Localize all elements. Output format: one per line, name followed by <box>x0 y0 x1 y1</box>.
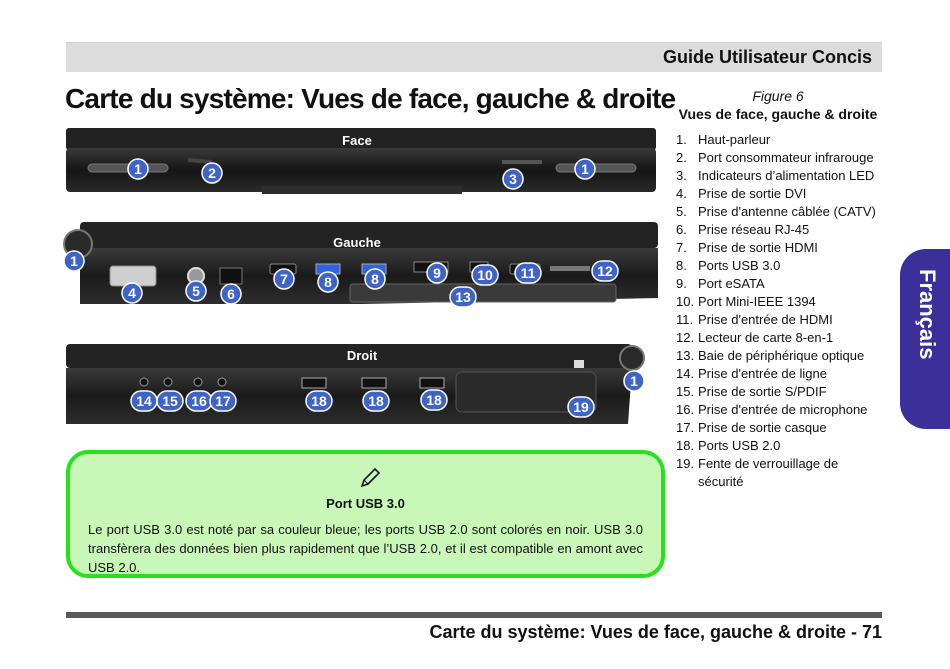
svg-text:5: 5 <box>192 283 200 299</box>
right-view-label: Droit <box>346 348 378 363</box>
usb2-port <box>420 378 444 388</box>
callout-badge <box>185 280 207 302</box>
header-bar <box>66 42 882 72</box>
svg-text:1: 1 <box>134 161 142 177</box>
svg-text:13: 13 <box>455 289 471 305</box>
legend-item: 4. Prise de sortie DVI <box>676 186 807 201</box>
svg-text:18: 18 <box>368 393 384 409</box>
legend-item: 19. Fente de verrouillage de sécurité <box>676 456 839 489</box>
callout-badge <box>591 260 619 282</box>
note-box <box>66 450 665 578</box>
figure-number: Figure 6 <box>752 88 804 104</box>
rj45-port <box>220 268 242 284</box>
svg-text:10: 10 <box>477 267 493 283</box>
language-tab <box>900 249 950 429</box>
callout-badge <box>449 286 477 308</box>
callout-badge <box>514 262 542 284</box>
svg-text:17: 17 <box>215 393 231 409</box>
callout-badge <box>574 158 596 180</box>
front-bottom <box>262 186 462 194</box>
callout-badge <box>273 268 295 290</box>
svg-text:1: 1 <box>70 253 78 269</box>
left-view-label: Gauche <box>333 235 381 250</box>
callout-badge <box>420 389 448 411</box>
callout-badge <box>567 396 595 418</box>
footer-divider <box>66 612 882 618</box>
callout-badge <box>201 162 223 184</box>
legend-item: 8. Ports USB 3.0 <box>676 258 781 273</box>
header-title: Guide Utilisateur Concis <box>662 47 872 67</box>
callout-badge <box>127 158 149 180</box>
line-in-jack <box>140 378 148 386</box>
callout-badge <box>209 390 237 412</box>
callout-badge <box>305 390 333 412</box>
note-title: Port USB 3.0 <box>326 496 405 511</box>
svg-text:2: 2 <box>208 165 216 181</box>
callout-badge <box>156 390 184 412</box>
callout-badge <box>623 370 645 392</box>
legend-item: 2. Port consommateur infrarouge <box>676 150 874 165</box>
callout-badge <box>121 282 143 304</box>
usb2-port <box>362 378 386 388</box>
svg-text:9: 9 <box>433 265 441 281</box>
figure-caption <box>676 88 880 122</box>
svg-text:6: 6 <box>227 286 235 302</box>
legend-item: 9. Port eSATA <box>676 276 765 291</box>
left-view-illustration <box>62 218 662 318</box>
front-view-label: Face <box>342 133 372 148</box>
callout-badge <box>63 250 85 272</box>
legend-item: 14. Prise d'entrée de ligne <box>676 366 827 381</box>
led-indicators <box>502 160 542 164</box>
pencil-icon <box>358 466 382 490</box>
callout-badge <box>220 283 242 305</box>
svg-text:12: 12 <box>597 263 613 279</box>
footer-text: Carte du système: Vues de face, gauche & droite - 71 <box>429 622 882 642</box>
callout-badge <box>502 168 524 190</box>
card-reader-slot <box>550 266 590 271</box>
speaker-grille-right <box>556 164 636 172</box>
callout-badge <box>362 390 390 412</box>
svg-text:18: 18 <box>426 392 442 408</box>
svg-text:15: 15 <box>162 393 178 409</box>
spdif-jack <box>164 378 172 386</box>
callout-badge <box>471 264 499 286</box>
legend-item: 6. Prise réseau RJ-45 <box>676 222 810 237</box>
callout-badge <box>364 268 386 290</box>
language-tab-label: Français <box>915 269 940 360</box>
svg-text:19: 19 <box>573 399 589 415</box>
mic-jack <box>194 378 202 386</box>
svg-text:8: 8 <box>371 271 379 287</box>
svg-text:11: 11 <box>520 265 536 281</box>
legend-item: 7. Prise de sortie HDMI <box>676 240 818 255</box>
legend-item: 11. Prise d'entrée de HDMI <box>676 312 833 327</box>
svg-text:1: 1 <box>630 373 638 389</box>
callout-badge <box>317 271 339 293</box>
legend-item: 1. Haut-parleur <box>676 132 771 147</box>
legend-item: 10. Port Mini-IEEE 1394 <box>676 294 816 309</box>
headphone-jack <box>218 378 226 386</box>
legend-item: 3. Indicateurs d’alimentation LED <box>676 168 875 183</box>
svg-text:14: 14 <box>136 393 152 409</box>
legend-item: 15. Prise de sortie S/PDIF <box>676 384 827 399</box>
legend-list <box>676 131 886 491</box>
svg-text:18: 18 <box>311 393 327 409</box>
optical-bay <box>350 284 616 302</box>
legend-item: 13. Baie de périphérique optique <box>676 348 865 363</box>
svg-text:16: 16 <box>191 393 207 409</box>
note-body: Le port USB 3.0 est noté par sa couleur bleue; les ports USB 2.0 sont colorés en noir. USB 3.0 transfèrera des données bien plus rapidement que l’USB 2.0, et il est compatible en amont avec USB 2.0. <box>88 522 643 575</box>
legend-item: 18. Ports USB 2.0 <box>676 438 781 453</box>
page-title: Carte du système: Vues de face, gauche & droite <box>65 83 676 114</box>
usb2-port <box>302 378 326 388</box>
callout-badge <box>130 390 158 412</box>
legend-item: 16. Prise d'entrée de microphone <box>676 402 868 417</box>
svg-text:3: 3 <box>509 171 517 187</box>
callout-badge <box>426 262 448 284</box>
svg-text:7: 7 <box>280 271 288 287</box>
svg-text:8: 8 <box>324 274 332 290</box>
figure-title: Vues de face, gauche & droite <box>678 106 878 122</box>
legend-item: 17. Prise de sortie casque <box>676 420 827 435</box>
legend-item: 12. Lecteur de carte 8-en-1 <box>676 330 834 345</box>
legend-item: 5. Prise d'antenne câblée (CATV) <box>676 204 876 219</box>
svg-text:1: 1 <box>581 161 589 177</box>
svg-text:4: 4 <box>128 285 136 301</box>
